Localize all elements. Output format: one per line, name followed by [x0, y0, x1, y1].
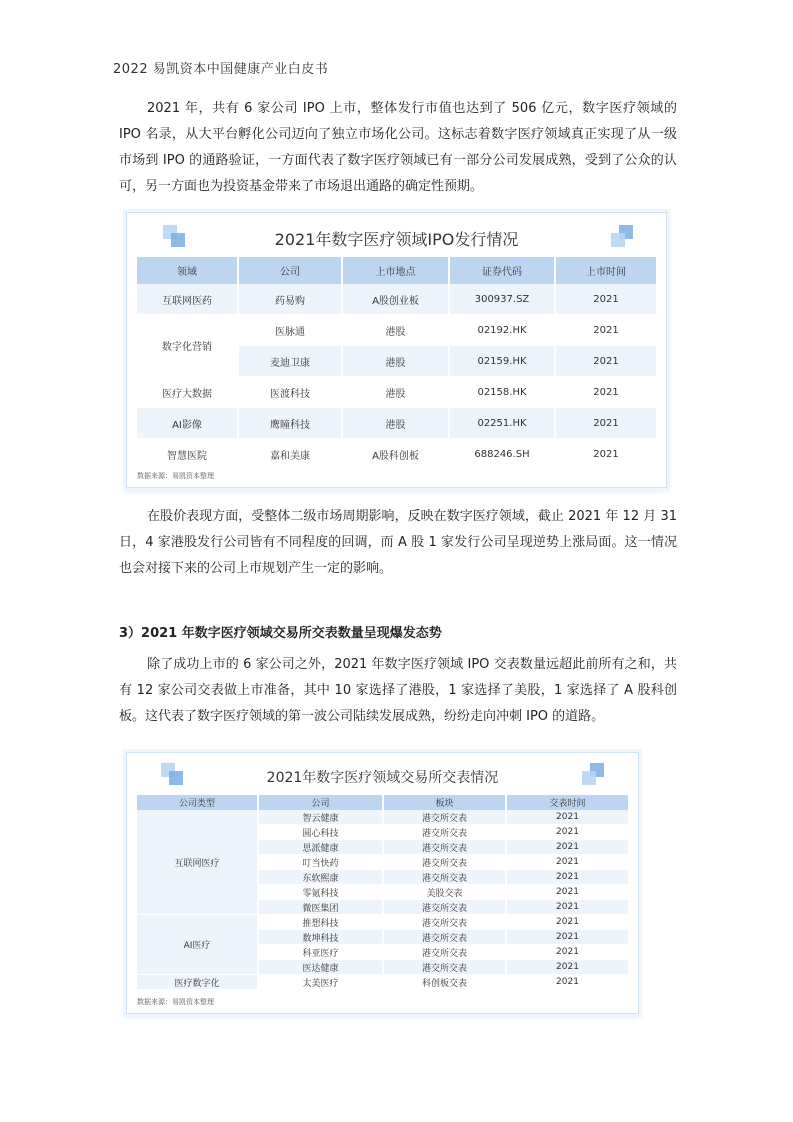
table-cell: 2021	[507, 870, 630, 885]
table-row	[137, 439, 658, 470]
paragraph-ipo-overview: 2021 年，共有 6 家公司 IPO 上市，整体发行市值也达到了 506 亿元，数字医疗领域的 IPO 名录，从大平台孵化公司迈向了独立市场化公司。这标志着数字医疗领域真正实现了从一级市场到 IPO 的通路验证，一方面代表了数字医疗领域已有一部分公司发展成熟，受到了公众的认可，另一方面也为投资基金带来了市场退出通路的确定性预期。	[119, 101, 677, 194]
group-cell: AI医疗	[137, 915, 259, 975]
table-cell: 2021	[507, 915, 630, 930]
table-cell: 麦迪卫康	[239, 346, 343, 377]
running-header: 2022 易凯资本中国健康产业白皮书	[113, 62, 329, 77]
table-cell: 2021	[507, 960, 630, 975]
table-header-row	[137, 257, 658, 284]
table-cell: 太美医疗	[259, 975, 384, 990]
group-cell: 互联网医疗	[137, 810, 259, 915]
table-cell: 港交所交表	[384, 930, 507, 945]
table-cell: 数字化营销	[137, 315, 239, 377]
table-cell: 300937.SZ	[450, 284, 556, 315]
table-cell: 2021	[556, 284, 658, 315]
table-cell: 2021	[507, 825, 630, 840]
filing-table-card	[126, 752, 639, 1014]
table-cell: 2021	[507, 900, 630, 915]
table-cell: 港交所交表	[384, 960, 507, 975]
table-cell: 港交所交表	[384, 810, 507, 825]
column-header: 证券代码	[450, 257, 556, 284]
table-row	[137, 408, 658, 439]
table-cell: 港交所交表	[384, 915, 507, 930]
table-cell: 688246.SH	[450, 439, 556, 470]
column-header: 公司类型	[137, 795, 259, 810]
table-cell: 02158.HK	[450, 377, 556, 408]
table-cell: A股创业板	[343, 284, 450, 315]
table-cell: 科创板交表	[384, 975, 507, 990]
table-row	[137, 315, 658, 346]
column-header: 交表时间	[507, 795, 630, 810]
filing-table-title: 2021年数字医疗领域交易所交表情况	[266, 770, 499, 786]
table-cell: 02192.HK	[450, 315, 556, 346]
table-cell: 港交所交表	[384, 825, 507, 840]
table-cell: 2021	[556, 315, 658, 346]
filing-table	[137, 795, 630, 990]
table-row	[137, 975, 630, 990]
table-cell: 数坤科技	[259, 930, 384, 945]
table-cell: 药易购	[239, 284, 343, 315]
table-cell: 港交所交表	[384, 900, 507, 915]
table-cell: 港股	[343, 315, 450, 346]
table-cell: 02251.HK	[450, 408, 556, 439]
ipo-table-card	[126, 212, 667, 488]
table-source-note: 数据来源：易凯资本整理	[137, 472, 214, 480]
table-cell: A股科创板	[343, 439, 450, 470]
table-cell: AI影像	[137, 408, 239, 439]
table-cell: 港交所交表	[384, 840, 507, 855]
column-header: 上市时间	[556, 257, 658, 284]
table-cell: 2021	[556, 377, 658, 408]
table-cell: 鹰瞳科技	[239, 408, 343, 439]
table-row	[137, 915, 630, 930]
table-cell: 互联网医药	[137, 284, 239, 315]
column-header: 板块	[384, 795, 507, 810]
table-cell: 2021	[556, 408, 658, 439]
paragraph-filings: 除了成功上市的 6 家公司之外，2021 年数字医疗领域 IPO 交表数量远超此前所有之和，共有 12 家公司交表做上市准备，其中 10 家选择了港股，1 家选择了美股，1 家选择了 A 股科创板。这代表了数字医疗领域的第一波公司陆续发展成熟，纷纷走向冲刺 IPO 的道路。	[119, 657, 677, 724]
ipo-table-title: 2021年数字医疗领域IPO发行情况	[274, 230, 519, 249]
table-cell: 2021	[507, 885, 630, 900]
table-cell: 微医集团	[259, 900, 384, 915]
table-cell: 2021	[556, 346, 658, 377]
table-cell: 2021	[507, 975, 630, 990]
table-cell: 02159.HK	[450, 346, 556, 377]
table-cell: 港股	[343, 377, 450, 408]
table-row	[137, 810, 630, 825]
table-row	[137, 377, 658, 408]
paragraph-stock-performance: 在股价表现方面，受整体二级市场周期影响，反映在数字医疗领域，截止 2021 年 12 月 31 日，4 家港股发行公司皆有不同程度的回调，而 A 股 1 家发行公司呈现逆势上涨局面。这一情况也会对接下来的公司上市规划产生一定的影响。	[119, 509, 677, 576]
column-header: 领域	[137, 257, 239, 284]
table-cell: 2021	[507, 840, 630, 855]
table-cell: 推想科技	[259, 915, 384, 930]
table-cell: 智慧医院	[137, 439, 239, 470]
table-cell: 嘉和美康	[239, 439, 343, 470]
table-cell: 叮当快药	[259, 855, 384, 870]
column-header: 公司	[239, 257, 343, 284]
table-cell: 2021	[507, 810, 630, 825]
table-cell: 圆心科技	[259, 825, 384, 840]
table-cell: 医渡科技	[239, 377, 343, 408]
table-cell: 2021	[507, 930, 630, 945]
table-cell: 科亚医疗	[259, 945, 384, 960]
table-cell: 2021	[507, 945, 630, 960]
column-header: 上市地点	[343, 257, 450, 284]
table-cell: 港交所交表	[384, 945, 507, 960]
table-cell: 医达健康	[259, 960, 384, 975]
table-source-note: 数据来源：易凯资本整理	[137, 998, 214, 1006]
ipo-table	[137, 257, 658, 470]
section-title: 3）2021 年数字医疗领域交易所交表数量呈现爆发态势	[119, 626, 442, 641]
column-header: 公司	[259, 795, 384, 810]
table-cell: 美股交表	[384, 885, 507, 900]
table-cell: 2021	[556, 439, 658, 470]
table-row	[137, 284, 658, 315]
table-cell: 东软熙康	[259, 870, 384, 885]
table-cell: 港交所交表	[384, 855, 507, 870]
table-cell: 智云健康	[259, 810, 384, 825]
group-cell: 医疗数字化	[137, 975, 259, 990]
table-cell: 医脉通	[239, 315, 343, 346]
table-cell: 2021	[507, 855, 630, 870]
table-cell: 医疗大数据	[137, 377, 239, 408]
table-header-row	[137, 795, 630, 810]
table-cell: 零氪科技	[259, 885, 384, 900]
table-cell: 思派健康	[259, 840, 384, 855]
table-cell: 港交所交表	[384, 870, 507, 885]
table-cell: 港股	[343, 408, 450, 439]
table-cell: 港股	[343, 346, 450, 377]
